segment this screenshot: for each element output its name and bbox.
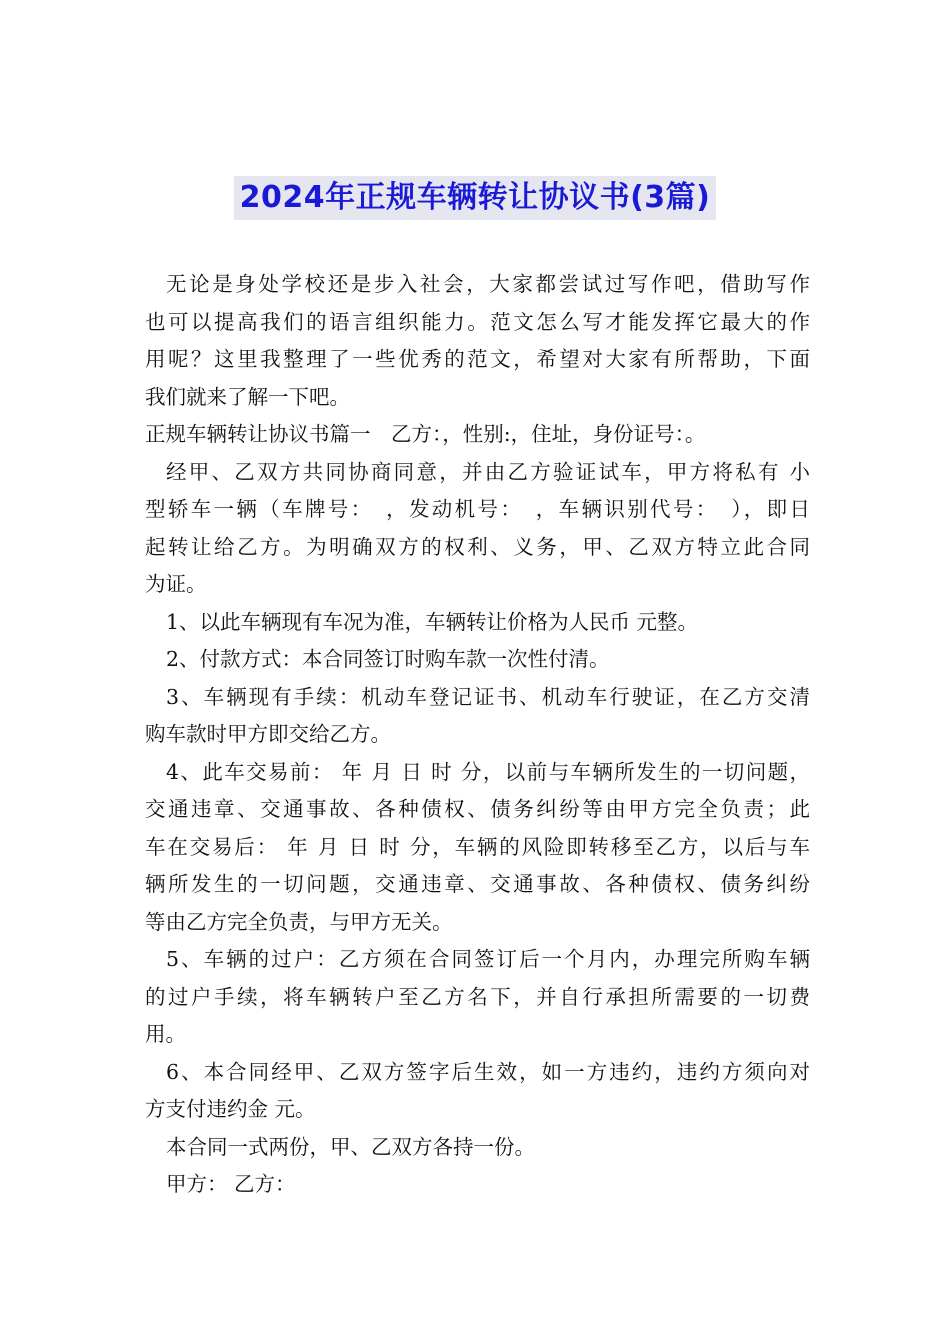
- section-heading-line: 正规车辆转让协议书篇一 乙方：，性别:，住址，身份证号：。: [145, 422, 706, 446]
- clause-line: 交通违章、交通事故、各种债权、债务纠纷等由甲方完全负责；此: [145, 797, 810, 821]
- paragraph-line: 经甲、乙双方共同协商同意，并由乙方验证试车，甲方将私有 小: [166, 459, 810, 484]
- clause-line: 2、付款方式：本合同签订时购车款一次性付清。: [166, 647, 610, 671]
- clause-line: 5、车辆的过户：乙方须在合同签订后一个月内，办理完所购车辆: [166, 947, 810, 971]
- title-container: [0, 176, 950, 220]
- clause-line: 6、本合同经甲、乙双方签字后生效，如一方违约，违约方须向对: [166, 1059, 810, 1084]
- clause-line: 辆所发生的一切问题，交通违章、交通事故、各种债权、债务纠纷: [145, 872, 810, 896]
- clause-line: 的过户手续，将车辆转户至乙方名下，并自行承担所需要的一切费: [145, 984, 810, 1009]
- paragraph-line: 型轿车一辆（车牌号： ，发动机号： ，车辆识别代号： ），即日: [145, 497, 810, 521]
- clause-line: 购车款时甲方即交给乙方。: [145, 722, 391, 746]
- clause-line: 用。: [145, 1022, 186, 1046]
- clause-line: 3、车辆现有手续：机动车登记证书、机动车行驶证，在乙方交清: [166, 684, 810, 709]
- paragraph-line: 也可以提高我们的语言组织能力。范文怎么写才能发挥它最大的作: [145, 309, 810, 334]
- signature-line: 甲方： 乙方：: [166, 1172, 296, 1196]
- document-title: 2024年正规车辆转让协议书(3篇): [234, 176, 717, 220]
- paragraph-line: 用呢？这里我整理了一些优秀的范文，希望对大家有所帮助，下面: [145, 347, 810, 371]
- clause-line: 等由乙方完全负责，与甲方无关。: [145, 909, 453, 934]
- paragraph-line: 无论是身处学校还是步入社会，大家都尝试过写作吧，借助写作: [166, 272, 810, 296]
- clause-line: 方支付违约金 元。: [145, 1097, 316, 1121]
- paragraph-line: 起转让给乙方。为明确双方的权利、义务，甲、乙双方特立此合同: [145, 534, 810, 559]
- clause-line: 4、此车交易前： 年 月 日 时 分，以前与车辆所发生的一切问题，: [166, 759, 810, 784]
- paragraph-line: 为证。: [145, 572, 207, 596]
- clause-line: 1、以此车辆现有车况为准，车辆转让价格为人民币 元整。: [166, 609, 699, 634]
- document-body: [145, 266, 810, 1204]
- paragraph-line: 我们就来了解一下吧。: [145, 384, 350, 409]
- paragraph-line: 本合同一式两份，甲、乙双方各持一份。: [166, 1134, 535, 1159]
- clause-line: 车在交易后： 年 月 日 时 分，车辆的风险即转移至乙方，以后与车: [145, 834, 810, 859]
